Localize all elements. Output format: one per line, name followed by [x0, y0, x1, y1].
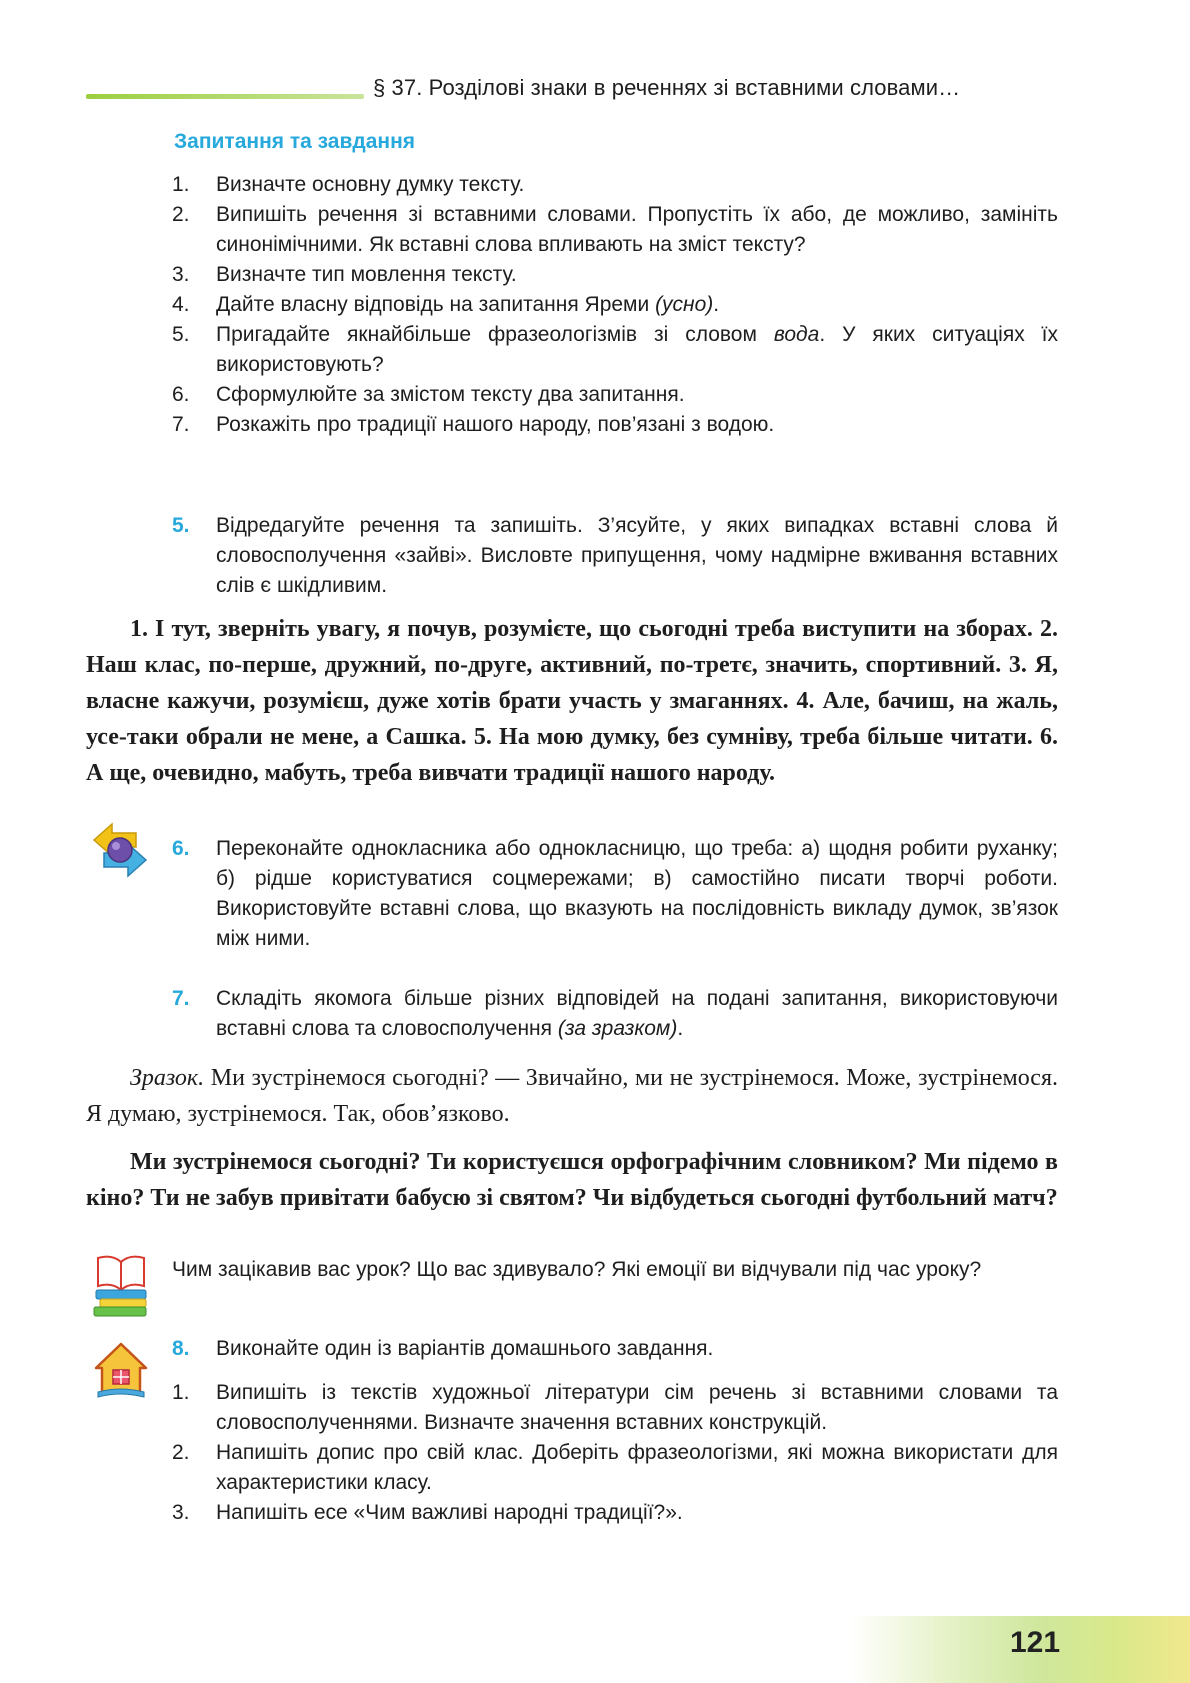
item-text: Випишіть речення зі вставними словами. Пропустіть їх або, де можливо, замініть синонімічними. Як вставні слова впливають на зміст тексту?: [216, 203, 1058, 256]
list-item: [172, 260, 1058, 290]
sample-paragraph: Зразок. Ми зустрінемося сьогодні? — Звичайно, ми не зустрінемося. Може, зустрінемося. Я думаю, зустрінемося. Так, обов’язково.: [86, 1065, 1058, 1127]
list-item: [172, 380, 1058, 410]
item-text: Сформулюйте за змістом тексту два запитання.: [216, 383, 685, 406]
item-number: 3.: [172, 263, 190, 286]
list-item: [172, 1438, 1058, 1498]
sample-text: [86, 1060, 1058, 1132]
item-number: 4.: [172, 293, 190, 316]
header-rule: [86, 94, 364, 99]
item-number: 3.: [172, 1501, 190, 1524]
list-item: [172, 320, 1058, 380]
item-number: 6.: [172, 383, 190, 406]
item-text: Визначте основну думку тексту.: [216, 173, 525, 196]
list-item: [172, 290, 1058, 320]
house-icon: [92, 1340, 150, 1400]
questions-list: [172, 170, 1058, 440]
list-item: [172, 170, 1058, 200]
list-item: [172, 410, 1058, 440]
item-text: Визначте тип мовлення тексту.: [216, 263, 517, 286]
page-number: 121: [1010, 1626, 1061, 1659]
item-number: 2.: [172, 1441, 190, 1464]
questions-paragraph: Ми зустрінемося сьогодні? Ти користуєшся орфографічним словником? Ми підемо в кіно? Ти не забув привітати бабусю зі святом? Чи відбудеться сьогодні футбольний матч?: [86, 1149, 1058, 1211]
section-header: § 37. Розділові знаки в реченнях зі вставними словами…: [373, 75, 961, 100]
task-number: 6.: [172, 837, 190, 860]
task-8: [172, 1334, 1058, 1364]
item-text: Розкажіть про традиції нашого народу, пов’язані з водою.: [216, 413, 775, 436]
item-text: Пригадайте якнайбільше фразеологізмів зі словом вода. У яких ситуаціях їх використовують?: [216, 323, 1058, 376]
task7-questions: [86, 1144, 1058, 1216]
item-number: 7.: [172, 413, 190, 436]
exercise-text: [86, 611, 1058, 791]
task-text: Відредагуйте речення та запишіть. З’ясуйте, у яких випадках вставні слова й словосполучення «зайві». Висловте припущення, чому надмірне вживання вставних слів є шкідливим.: [216, 514, 1058, 597]
item-text: Випишіть із текстів художньої літератури сім речень зі вставними словами та словосполученнями. Визначте значення вставних конструкцій.: [216, 1381, 1058, 1434]
task-6: [172, 834, 1058, 954]
item-number: 1.: [172, 1381, 190, 1404]
sample-label: Зразок.: [130, 1065, 205, 1091]
item-text: Напишіть есе «Чим важливі народні традиції?».: [216, 1501, 683, 1524]
task-text: Складіть якомога більше різних відповідей на подані запитання, використовуючи вставні слова та словосполучення (за зразком).: [216, 987, 1058, 1040]
item-text: Дайте власну відповідь на запитання Яреми (усно).: [216, 293, 720, 316]
questions-heading: Запитання та завдання: [174, 130, 416, 153]
task-number: 5.: [172, 514, 190, 537]
item-number: 5.: [172, 323, 190, 346]
reflection-text: Чим зацікавив вас урок? Що вас здивувало? Які емоції ви відчували під час уроку?: [172, 1258, 982, 1281]
list-item: [172, 1498, 1058, 1528]
task-text: Переконайте однокласника або однокласницю, що треба: а) щодня робити руханку; б) рідше користуватися соцмережами; в) самостійно писати творчі роботи. Використовуйте вставні слова, що вказують на послідовність викладу думок, зв’язок між ними.: [216, 837, 1058, 950]
item-number: 1.: [172, 173, 190, 196]
list-item: [172, 200, 1058, 260]
task-7: [172, 984, 1058, 1044]
task-text: Виконайте один із варіантів домашнього завдання.: [216, 1337, 714, 1360]
exercise-paragraph: 1. І тут, зверніть увагу, я почув, розумієте, що сьогодні треба виступити на зборах. 2. Наш клас, по-перше, дружний, по-друге, активний, по-третє, значить, спортивний. 3. Я, власне кажучи, розумієш, дуже хотів брати участь у змаганнях. 4. Але, бачиш, на жаль, усе-таки обрали не мене, а Сашка. 5. На мою думку, без сумніву, треба більше читати. 6. А ще, очевидно, мабуть, треба вивчати традиції нашого народу.: [86, 616, 1058, 786]
homework-list: [172, 1378, 1058, 1528]
item-text: Напишіть допис про свій клас. Доберіть фразеологізми, які можна використати для характеристики класу.: [216, 1441, 1058, 1494]
task-number: 7.: [172, 987, 190, 1010]
books-icon: [92, 1252, 150, 1318]
dialogue-arrows-icon: [88, 820, 152, 880]
list-item: [172, 1378, 1058, 1438]
task-number: 8.: [172, 1337, 190, 1360]
item-number: 2.: [172, 203, 190, 226]
task-5: [172, 511, 1058, 601]
